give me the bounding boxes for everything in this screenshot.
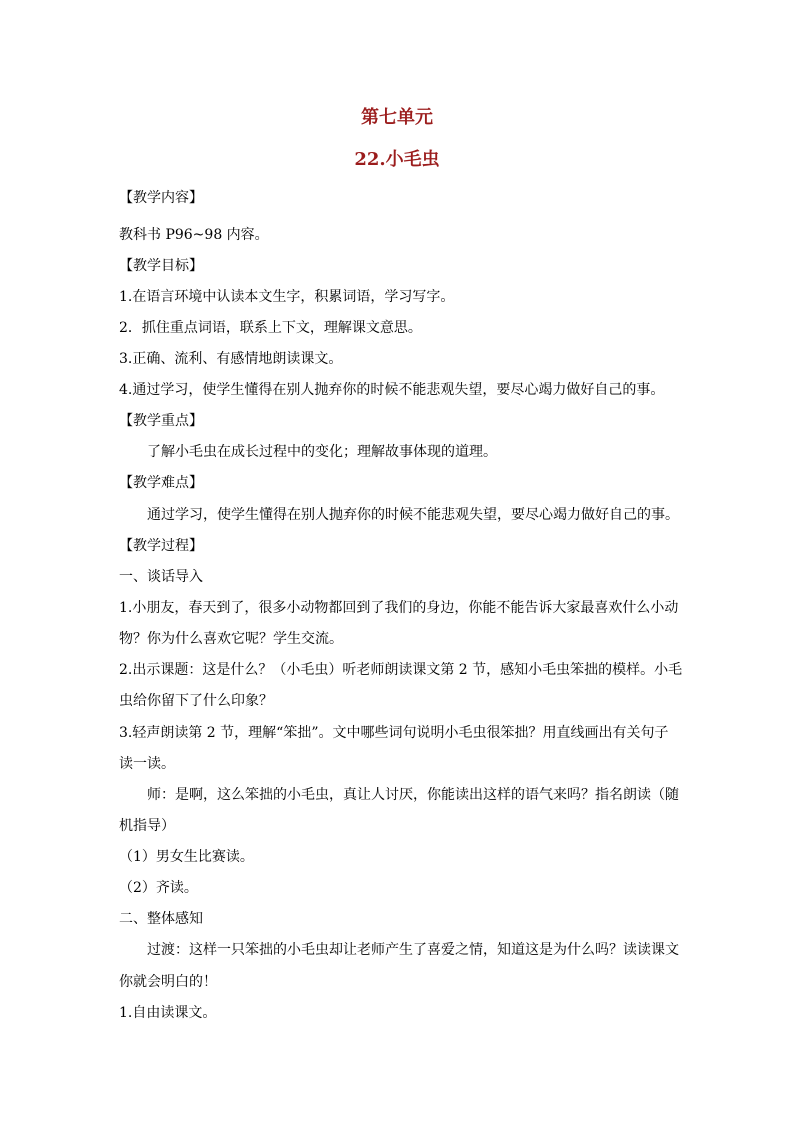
text-line: 师：是啊，这么笨拙的小毛虫，真让人讨厌，你能读出这样的语气来吗？指名朗读（随 <box>147 787 679 803</box>
section-heading-process: 【教学过程】 <box>119 538 203 554</box>
text-line: 2．抓住重点词语，联系上下文，理解课文意思。 <box>119 320 422 336</box>
text-line: 通过学习，使学生懂得在别人抛弃你的时候不能悲观失望，要尽心竭力做好自己的事。 <box>147 507 679 523</box>
text-line: 物？你为什么喜欢它呢？学生交流。 <box>119 631 343 647</box>
text-line: （2）齐读。 <box>119 880 198 896</box>
text-line: （1）男女生比赛读。 <box>119 849 254 865</box>
text-line: 了解小毛虫在成长过程中的变化；理解故事体现的道理。 <box>147 444 497 460</box>
subsection-heading: 一、谈话导入 <box>119 569 203 585</box>
text-line: 4.通过学习，使学生懂得在别人抛弃你的时候不能悲观失望，要尽心竭力做好自己的事。 <box>119 382 665 398</box>
text-line: 机指导） <box>119 818 175 834</box>
text-line: 1.自由读课文。 <box>119 1005 217 1021</box>
section-heading-key-points: 【教学重点】 <box>119 413 203 429</box>
section-heading-difficulties: 【教学难点】 <box>119 475 203 491</box>
subsection-heading: 二、整体感知 <box>119 911 203 927</box>
text-line: 教科书 P96~98 内容。 <box>119 227 269 243</box>
text-line: 1.在语言环境中认读本文生字，积累词语，学习写字。 <box>119 289 455 305</box>
unit-title: 第七单元 <box>361 107 433 128</box>
text-line: 2.出示课题：这是什么？（小毛虫）听老师朗读课文第 2 节，感知小毛虫笨拙的模样。小毛 <box>119 662 683 678</box>
section-heading-content: 【教学内容】 <box>119 190 203 206</box>
text-line: 虫给你留下了什么印象？ <box>119 693 273 709</box>
text-line: 读一读。 <box>119 756 175 772</box>
text-line: 1.小朋友，春天到了，很多小动物都回到了我们的身边，你能不能告诉大家最喜欢什么小动 <box>119 600 679 616</box>
text-line: 过渡：这样一只笨拙的小毛虫却让老师产生了喜爱之情，知道这是为什么吗？读读课文 <box>147 942 679 958</box>
text-line: 3.轻声朗读第 2 节，理解“笨拙”。文中哪些词句说明小毛虫很笨拙？用直线画出有关句子 <box>119 725 669 741</box>
text-line: 你就会明白的！ <box>119 974 217 990</box>
text-line: 3.正确、流利、有感情地朗读课文。 <box>119 351 343 367</box>
section-heading-goals: 【教学目标】 <box>119 258 203 274</box>
lesson-title: 22.小毛虫 <box>354 149 440 170</box>
